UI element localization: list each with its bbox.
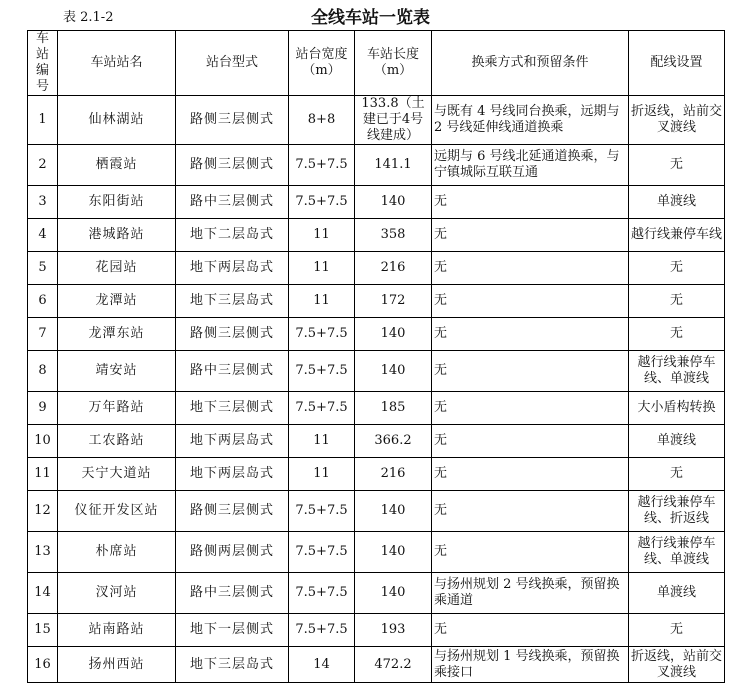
header-track-layout: 配线设置 xyxy=(629,31,725,96)
station-length: 172 xyxy=(355,285,432,318)
track-layout: 单渡线 xyxy=(629,186,725,219)
platform-type: 路侧两层侧式 xyxy=(176,532,289,573)
track-layout: 单渡线 xyxy=(629,573,725,614)
transfer-info: 远期与 6 号线北延通道换乘，与宁镇城际互联互通 xyxy=(432,145,629,186)
table-row xyxy=(28,318,725,351)
station-length: 140 xyxy=(355,532,432,573)
track-layout: 无 xyxy=(629,252,725,285)
platform-type: 路侧三层侧式 xyxy=(176,145,289,186)
platform-type: 地下三层岛式 xyxy=(176,285,289,318)
platform-type: 路中三层侧式 xyxy=(176,351,289,392)
table-row xyxy=(28,491,725,532)
table-caption xyxy=(0,0,741,30)
platform-type: 地下两层岛式 xyxy=(176,458,289,491)
table-row xyxy=(28,425,725,458)
station-name: 仪征开发区站 xyxy=(58,491,176,532)
table-row xyxy=(28,614,725,647)
transfer-info: 无 xyxy=(432,252,629,285)
station-name: 栖霞站 xyxy=(58,145,176,186)
transfer-info: 无 xyxy=(432,425,629,458)
station-length: 140 xyxy=(355,186,432,219)
transfer-info: 无 xyxy=(432,458,629,491)
station-name: 龙潭站 xyxy=(58,285,176,318)
track-layout: 无 xyxy=(629,458,725,491)
station-no: 1 xyxy=(28,96,58,145)
track-layout: 越行线兼停车线、折返线 xyxy=(629,491,725,532)
platform-width: 7.5+7.5 xyxy=(289,318,355,351)
platform-width: 7.5+7.5 xyxy=(289,351,355,392)
platform-type: 路侧三层侧式 xyxy=(176,96,289,145)
track-layout: 越行线兼停车线、单渡线 xyxy=(629,532,725,573)
platform-width: 7.5+7.5 xyxy=(289,186,355,219)
platform-width: 11 xyxy=(289,252,355,285)
station-no: 6 xyxy=(28,285,58,318)
table-row xyxy=(28,392,725,425)
station-name: 港城路站 xyxy=(58,219,176,252)
platform-width: 11 xyxy=(289,458,355,491)
transfer-info: 无 xyxy=(432,491,629,532)
table-row xyxy=(28,186,725,219)
platform-width: 7.5+7.5 xyxy=(289,491,355,532)
transfer-info: 无 xyxy=(432,351,629,392)
table-row xyxy=(28,285,725,318)
station-no: 5 xyxy=(28,252,58,285)
platform-type: 地下二层岛式 xyxy=(176,219,289,252)
platform-type: 地下两层岛式 xyxy=(176,252,289,285)
station-table xyxy=(27,30,725,683)
table-row xyxy=(28,351,725,392)
table-number: 表 2.1-2 xyxy=(63,10,114,25)
station-no: 12 xyxy=(28,491,58,532)
header-station-name: 车站站名 xyxy=(58,31,176,96)
platform-width: 7.5+7.5 xyxy=(289,573,355,614)
platform-type: 路侧三层侧式 xyxy=(176,491,289,532)
station-name: 站南路站 xyxy=(58,614,176,647)
platform-type: 路中三层侧式 xyxy=(176,186,289,219)
platform-width: 7.5+7.5 xyxy=(289,532,355,573)
station-name: 万年路站 xyxy=(58,392,176,425)
station-no: 13 xyxy=(28,532,58,573)
platform-type: 路中三层侧式 xyxy=(176,573,289,614)
transfer-info: 无 xyxy=(432,318,629,351)
station-name: 仙林湖站 xyxy=(58,96,176,145)
table-row xyxy=(28,647,725,683)
table-row xyxy=(28,145,725,186)
table-title: 全线车站一览表 xyxy=(311,8,430,28)
station-no: 10 xyxy=(28,425,58,458)
station-no: 4 xyxy=(28,219,58,252)
station-name: 龙潭东站 xyxy=(58,318,176,351)
transfer-info: 无 xyxy=(432,614,629,647)
station-length: 366.2 xyxy=(355,425,432,458)
station-length: 472.2 xyxy=(355,647,432,683)
platform-type: 地下两层岛式 xyxy=(176,425,289,458)
station-length: 185 xyxy=(355,392,432,425)
header-station-no: 车站编号 xyxy=(28,31,58,96)
station-name: 工农路站 xyxy=(58,425,176,458)
header-station-length: 车站长度（m） xyxy=(355,31,432,96)
station-name: 靖安站 xyxy=(58,351,176,392)
station-length: 193 xyxy=(355,614,432,647)
station-no: 2 xyxy=(28,145,58,186)
transfer-info: 无 xyxy=(432,392,629,425)
station-name: 天宁大道站 xyxy=(58,458,176,491)
station-length: 140 xyxy=(355,318,432,351)
station-length: 216 xyxy=(355,458,432,491)
track-layout: 无 xyxy=(629,285,725,318)
header-transfer: 换乘方式和预留条件 xyxy=(432,31,629,96)
header-row xyxy=(28,31,725,96)
station-length: 358 xyxy=(355,219,432,252)
track-layout: 大小盾构转换 xyxy=(629,392,725,425)
transfer-info: 无 xyxy=(432,219,629,252)
station-no: 14 xyxy=(28,573,58,614)
station-length: 140 xyxy=(355,573,432,614)
table-row xyxy=(28,252,725,285)
station-length: 133.8（土建已于4号线建成） xyxy=(355,96,432,145)
table-row xyxy=(28,573,725,614)
platform-width: 11 xyxy=(289,285,355,318)
transfer-info: 与扬州规划 2 号线换乘，预留换乘通道 xyxy=(432,573,629,614)
platform-type: 地下三层侧式 xyxy=(176,392,289,425)
table-row xyxy=(28,532,725,573)
track-layout: 折返线，站前交叉渡线 xyxy=(629,96,725,145)
station-no: 15 xyxy=(28,614,58,647)
platform-type: 地下一层侧式 xyxy=(176,614,289,647)
track-layout: 折返线，站前交叉渡线 xyxy=(629,647,725,683)
table-row xyxy=(28,219,725,252)
platform-width: 14 xyxy=(289,647,355,683)
platform-width: 7.5+7.5 xyxy=(289,614,355,647)
station-name: 朴席站 xyxy=(58,532,176,573)
station-name: 东阳街站 xyxy=(58,186,176,219)
platform-type: 地下三层岛式 xyxy=(176,647,289,683)
transfer-info: 与既有 4 号线同台换乘，远期与 2 号线延伸线通道换乘 xyxy=(432,96,629,145)
station-no: 11 xyxy=(28,458,58,491)
track-layout: 无 xyxy=(629,614,725,647)
table-row xyxy=(28,458,725,491)
station-length: 141.1 xyxy=(355,145,432,186)
station-name: 花园站 xyxy=(58,252,176,285)
station-no: 7 xyxy=(28,318,58,351)
header-platform-width: 站台宽度（m） xyxy=(289,31,355,96)
table-row xyxy=(28,96,725,145)
station-no: 8 xyxy=(28,351,58,392)
platform-width: 11 xyxy=(289,219,355,252)
platform-width: 7.5+7.5 xyxy=(289,145,355,186)
station-length: 140 xyxy=(355,491,432,532)
station-length: 216 xyxy=(355,252,432,285)
transfer-info: 无 xyxy=(432,285,629,318)
station-no: 3 xyxy=(28,186,58,219)
header-platform-type: 站台型式 xyxy=(176,31,289,96)
platform-width: 7.5+7.5 xyxy=(289,392,355,425)
transfer-info: 无 xyxy=(432,186,629,219)
station-name: 扬州西站 xyxy=(58,647,176,683)
platform-type: 路侧三层侧式 xyxy=(176,318,289,351)
station-no: 9 xyxy=(28,392,58,425)
track-layout: 单渡线 xyxy=(629,425,725,458)
station-no: 16 xyxy=(28,647,58,683)
transfer-info: 无 xyxy=(432,532,629,573)
track-layout: 无 xyxy=(629,318,725,351)
transfer-info: 与扬州规划 1 号线换乘，预留换乘接口 xyxy=(432,647,629,683)
platform-width: 11 xyxy=(289,425,355,458)
platform-width: 8+8 xyxy=(289,96,355,145)
track-layout: 越行线兼停车线 xyxy=(629,219,725,252)
track-layout: 无 xyxy=(629,145,725,186)
station-name: 汊河站 xyxy=(58,573,176,614)
track-layout: 越行线兼停车线、单渡线 xyxy=(629,351,725,392)
station-length: 140 xyxy=(355,351,432,392)
